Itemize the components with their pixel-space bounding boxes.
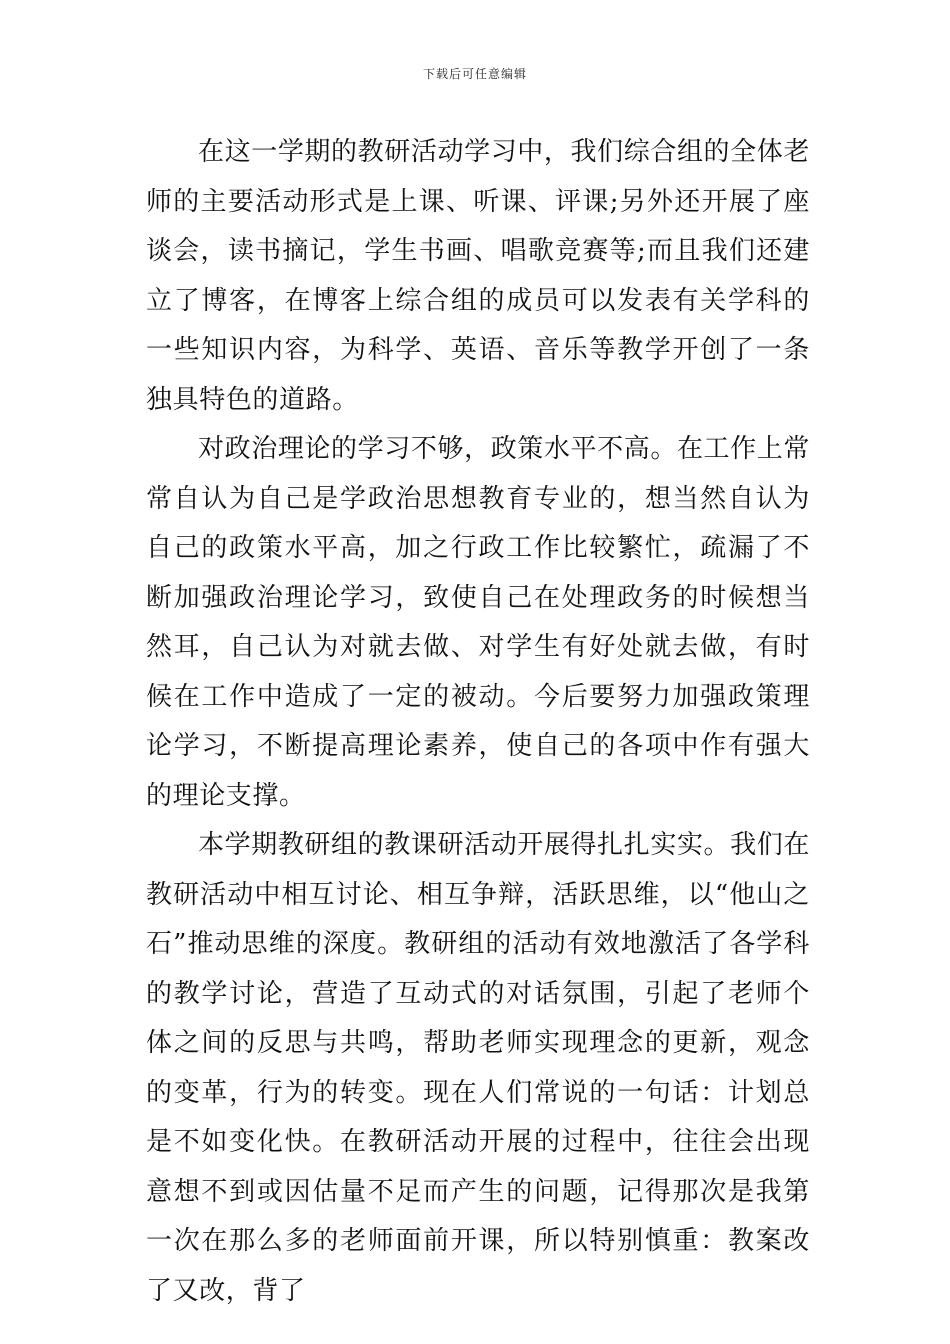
document-body	[146, 128, 810, 1316]
header-note: 下载后可任意编辑	[422, 67, 527, 81]
paragraph-3: 本学期教研组的教课研活动开展得扎扎实实。我们在教研活动中相互讨论、相互争辩，活跃思维，以“他山之石”推动思维的深度。教研组的活动有效地激活了各学科的教学讨论，营造了互动式的对话氛围，引起了老师个体之间的反思与共鸣，帮助老师实现理念的更新，观念的变革，行为的转变。现在人们常说的一句话：计划总是不如变化快。在教研活动开展的过程中，往往会出现意想不到或因估量不足而产生的问题，记得那次是我第一次在那么多的老师面前开课，所以特别慎重：教案改了又改，背了	[146, 830, 810, 1306]
paragraph-1: 在这一学期的教研活动学习中，我们综合组的全体老师的主要活动形式是上课、听课、评课;另外还开展了座谈会，读书摘记，学生书画、唱歌竞赛等;而且我们还建立了博客，在博客上综合组的成员可以发表有关学科的一些知识内容，为科学、英语、音乐等教学开创了一条独具特色的道路。	[146, 137, 810, 415]
paragraph-2: 对政治理论的学习不够，政策水平不高。在工作上常常自认为自己是学政治思想教育专业的，想当然自认为自己的政策水平高，加之行政工作比较繁忙，疏漏了不断加强政治理论学习，致使自己在处理政务的时候想当然耳，自己认为对就去做、对学生有好处就去做，有时候在工作中造成了一定的被动。今后要努力加强政策理论学习，不断提高理论素养，使自己的各项中作有强大的理论支撑。	[146, 434, 810, 811]
